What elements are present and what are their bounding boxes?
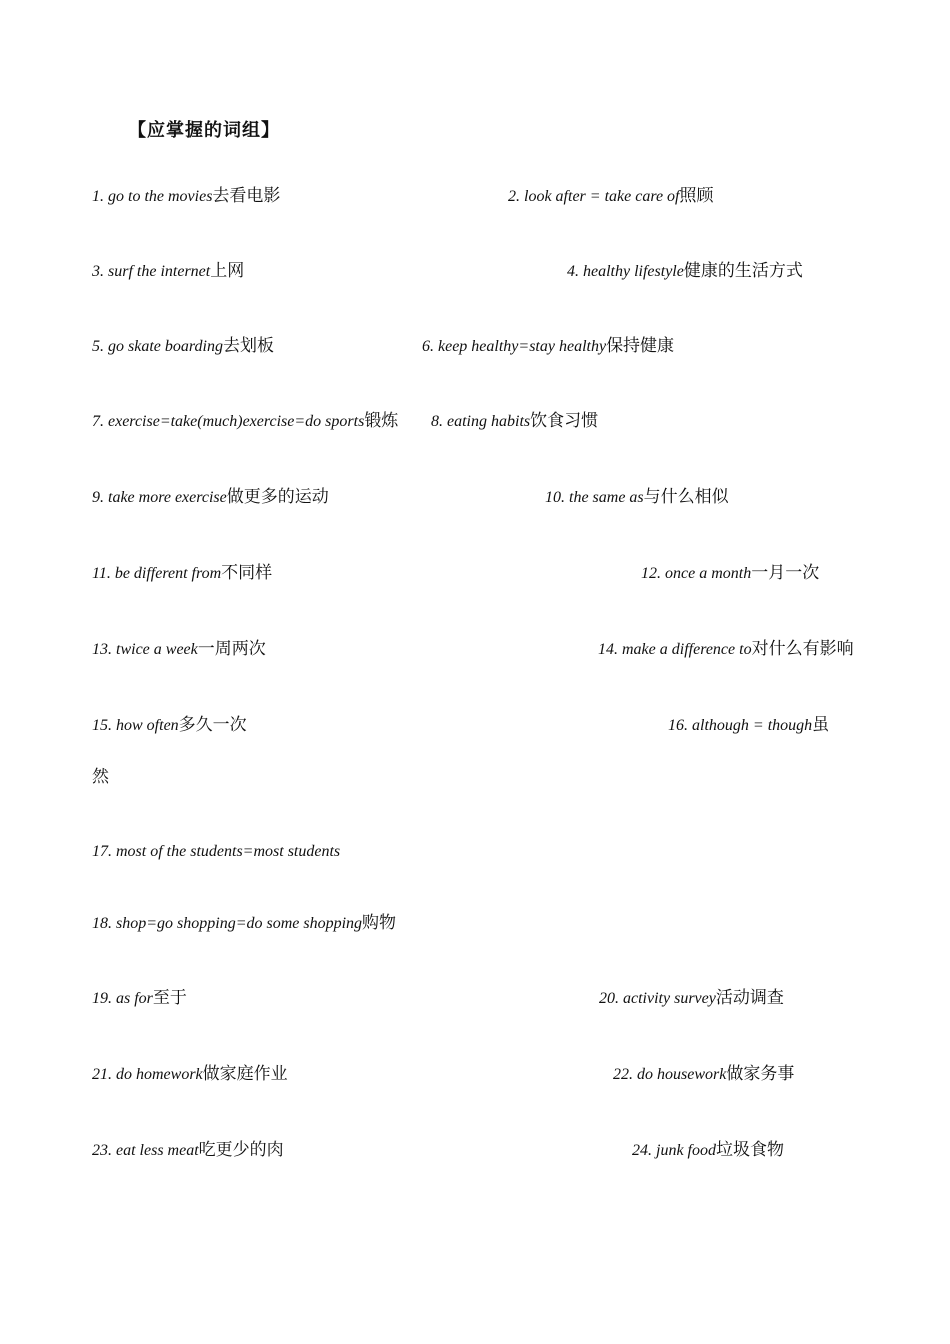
phrase-english: 3. surf the internet — [92, 263, 211, 280]
phrase-chinese: 一月一次 — [751, 563, 820, 583]
phrase-item — [431, 410, 598, 433]
phrase-english: 8. eating habits — [431, 413, 531, 430]
phrase-english: 7. exercise=take(much)exercise=do sports — [92, 413, 365, 430]
phrase-item — [545, 486, 729, 509]
phrase-item — [92, 1139, 284, 1162]
phrase-english: 20. activity survey — [599, 990, 716, 1007]
phrase-chinese: 锻炼 — [364, 411, 399, 431]
phrase-item — [599, 987, 784, 1010]
phrase-item — [92, 260, 244, 283]
phrase-chinese: 保持健康 — [606, 336, 675, 356]
phrase-item — [92, 486, 329, 509]
phrase-chinese: 去划板 — [222, 336, 274, 356]
phrase-item — [567, 260, 803, 283]
phrase-chinese: 多久一次 — [178, 715, 247, 735]
phrase-english: 4. healthy lifestyle — [567, 263, 684, 280]
phrase-chinese: 上网 — [210, 261, 245, 281]
phrase-item — [92, 185, 280, 208]
phrase-english: 17. most of the students=most students — [92, 843, 341, 860]
phrase-item — [598, 638, 854, 661]
phrase-english: 11. be different from — [92, 565, 222, 582]
phrase-item — [92, 410, 398, 433]
phrase-english: 19. as for — [92, 990, 153, 1007]
phrase-english: 1. go to the movies — [92, 188, 213, 205]
phrase-chinese: 不同样 — [221, 563, 273, 583]
phrase-chinese: 虽 — [812, 715, 830, 735]
phrase-english: 16. although = though — [668, 717, 813, 734]
phrase-item — [92, 1063, 288, 1086]
phrase-item — [92, 840, 340, 863]
phrase-english: 22. do housework — [613, 1066, 727, 1083]
phrase-chinese: 活动调查 — [715, 988, 784, 1008]
phrase-english: 21. do homework — [92, 1066, 203, 1083]
phrase-chinese: 做家庭作业 — [202, 1064, 288, 1084]
phrase-chinese: 照顾 — [679, 186, 714, 206]
phrase-english: 13. twice a week — [92, 641, 198, 658]
phrase-english: 6. keep healthy=stay healthy — [422, 338, 607, 355]
phrase-english: 5. go skate boarding — [92, 338, 223, 355]
phrase-item — [92, 562, 272, 585]
phrase-item — [508, 185, 714, 208]
phrase-english: 12. once a month — [641, 565, 752, 582]
phrase-item — [92, 714, 247, 737]
phrase-item — [92, 335, 274, 358]
phrase-chinese: 做家务事 — [726, 1064, 795, 1084]
phrase-item — [632, 1139, 784, 1162]
phrase-chinese: 至于 — [152, 988, 187, 1008]
phrase-item — [92, 987, 187, 1010]
phrase-chinese: 购物 — [362, 913, 397, 933]
phrase-item — [92, 912, 396, 935]
phrase-english: 23. eat less meat — [92, 1142, 199, 1159]
phrase-item — [641, 562, 819, 585]
phrase-chinese: 一周两次 — [197, 639, 266, 659]
phrase-chinese: 吃更少的肉 — [198, 1140, 284, 1160]
phrase-item — [92, 638, 266, 661]
phrase-chinese: 健康的生活方式 — [683, 261, 803, 281]
phrase-chinese: 与什么相似 — [643, 487, 729, 507]
phrase-english: 24. junk food — [632, 1142, 716, 1159]
phrase-continuation: 然 — [92, 767, 109, 787]
phrase-chinese: 对什么有影响 — [751, 639, 854, 659]
phrase-chinese: 饮食习惯 — [530, 411, 599, 431]
phrase-english: 9. take more exercise — [92, 489, 227, 506]
phrase-item — [422, 335, 674, 358]
phrase-chinese: 垃圾食物 — [716, 1140, 784, 1160]
phrase-english: 15. how often — [92, 717, 179, 734]
phrase-chinese: 去看电影 — [212, 186, 281, 206]
phrase-english: 10. the same as — [545, 489, 644, 506]
phrase-item — [613, 1063, 794, 1086]
phrase-english: 18. shop=go shopping=do some shopping — [92, 915, 363, 932]
phrase-english: 2. look after = take care of — [508, 188, 680, 205]
phrase-chinese: 做更多的运动 — [226, 487, 329, 507]
phrase-item — [668, 714, 829, 737]
phrase-english: 14. make a difference to — [598, 641, 752, 658]
section-heading: 【应掌握的词组】 — [128, 120, 280, 141]
